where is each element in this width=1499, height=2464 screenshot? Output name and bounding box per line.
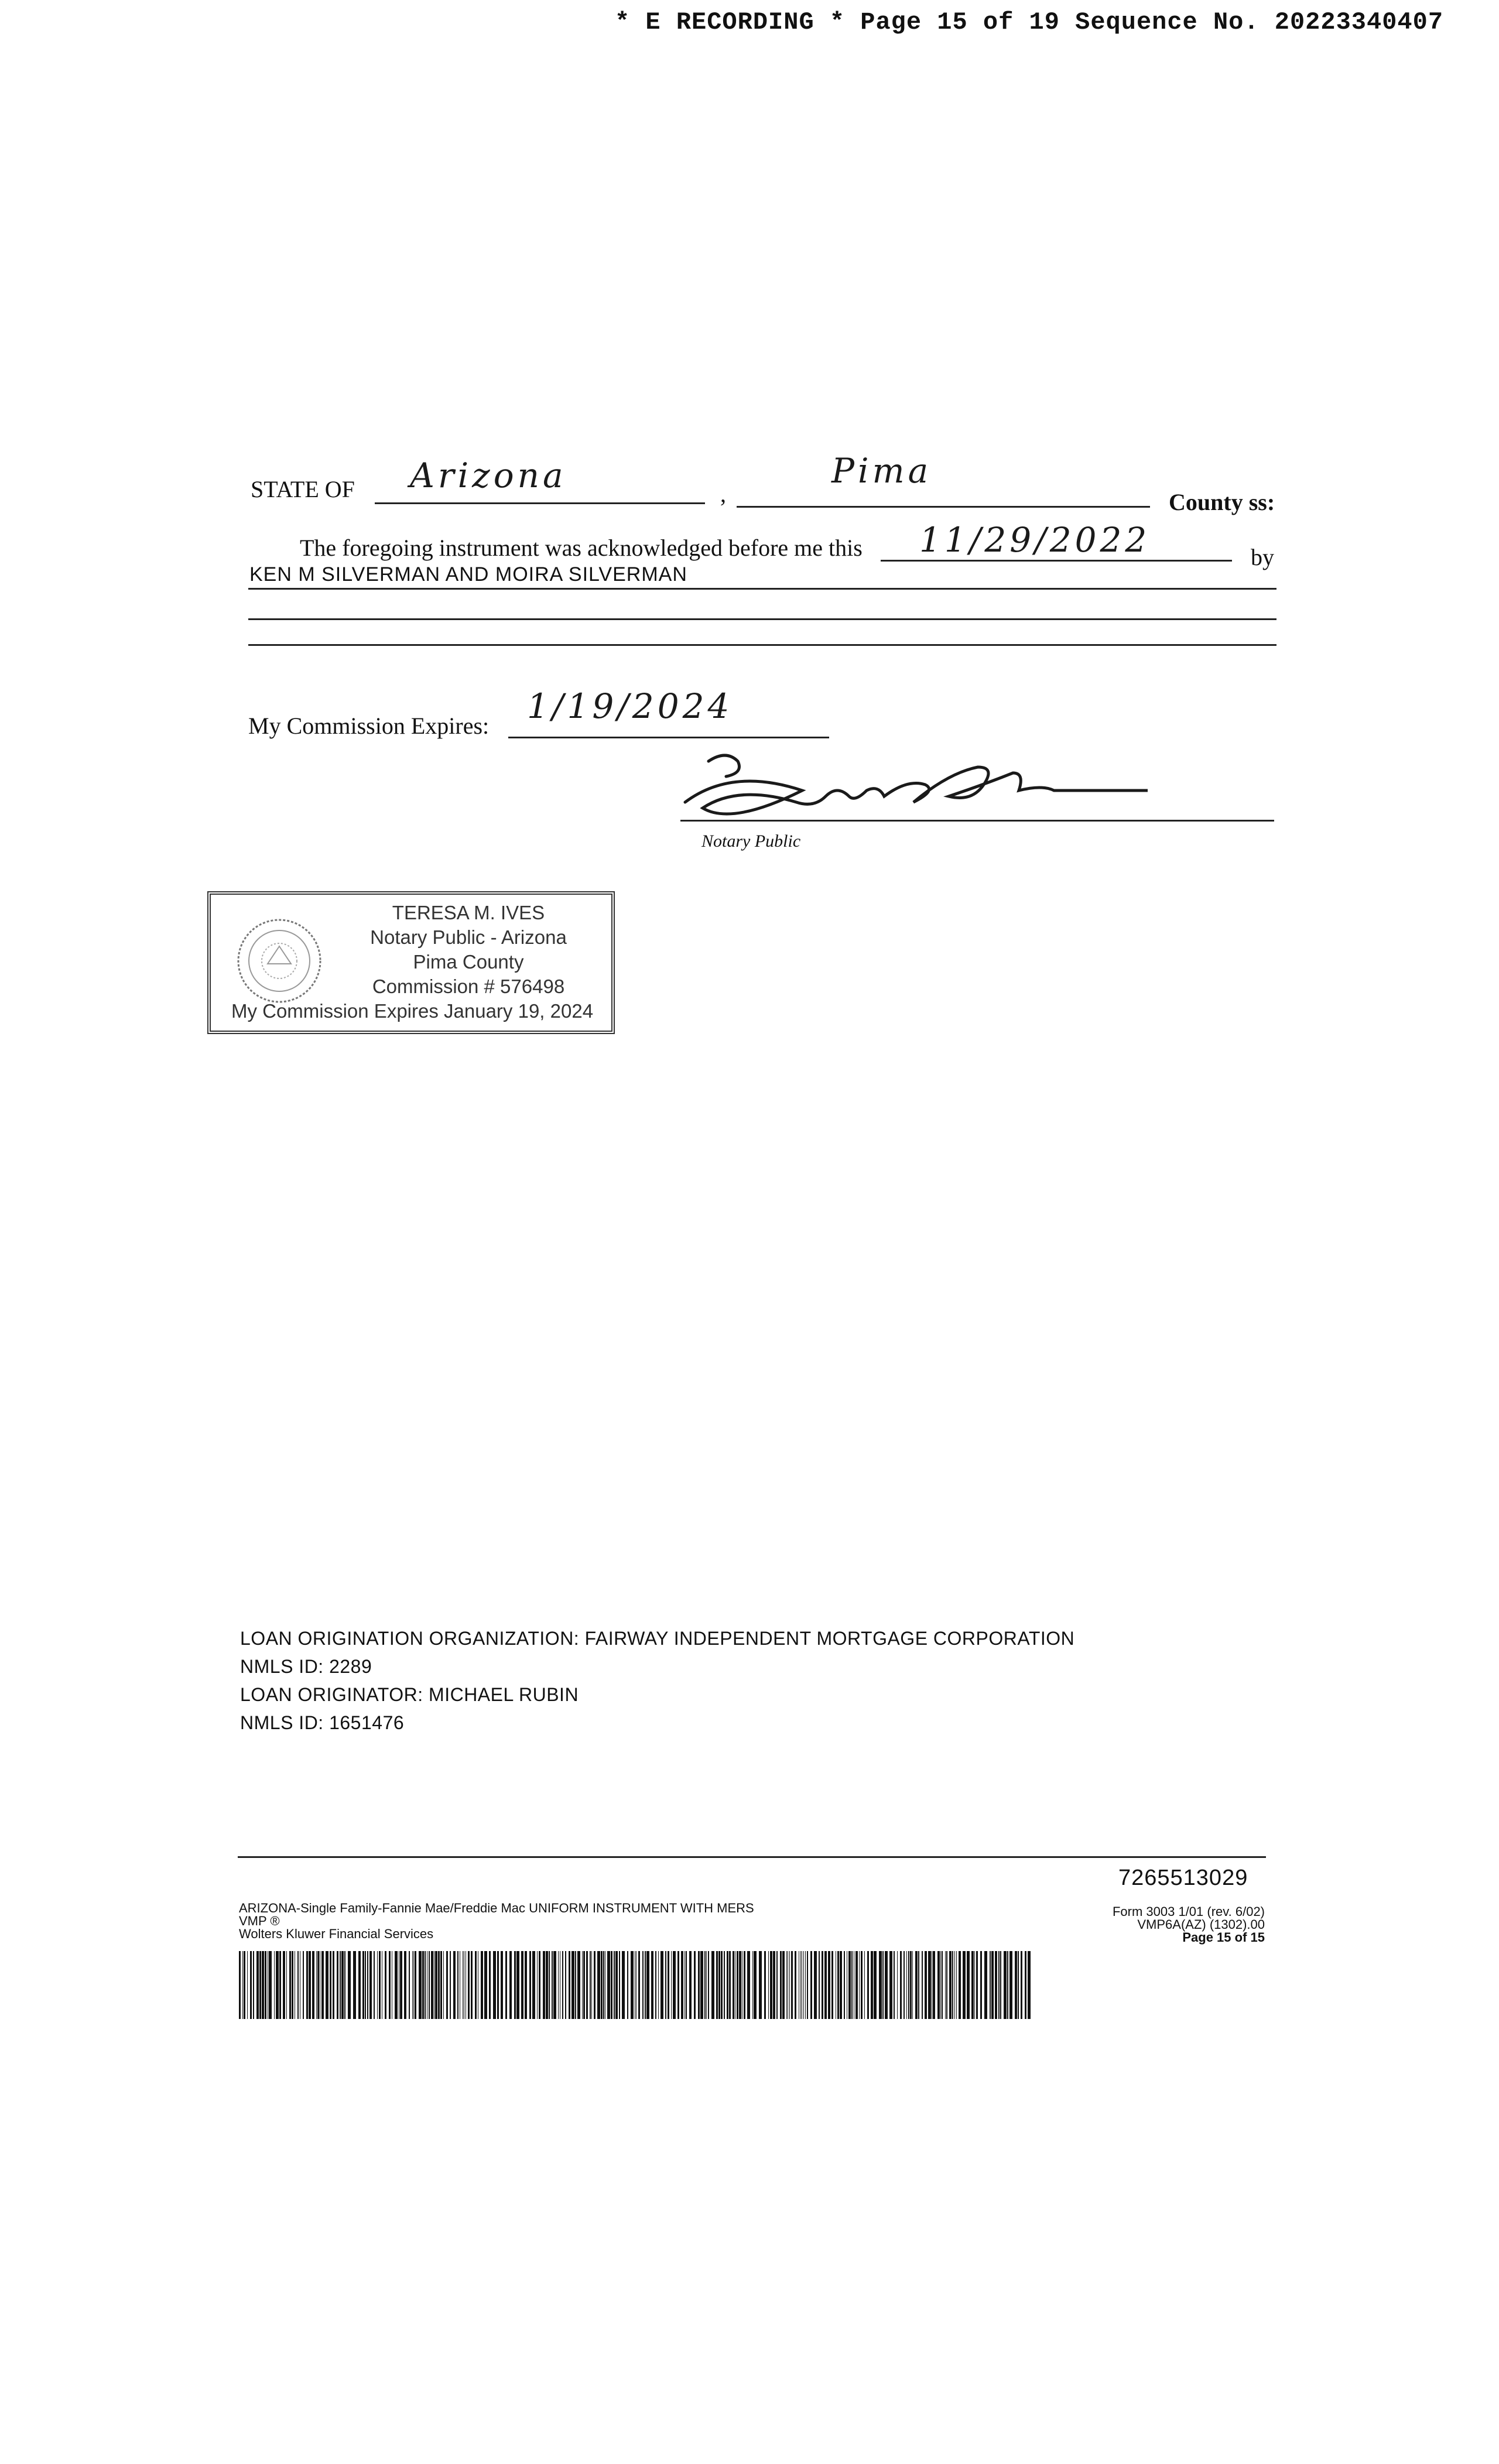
footer-publisher: Wolters Kluwer Financial Services <box>239 1926 434 1941</box>
footer-page-number: Page 15 of 15 <box>1182 1930 1265 1945</box>
notary-signature <box>673 750 1148 826</box>
stamp-name: TERESA M. IVES <box>392 902 545 923</box>
stamp-county: Pima County <box>413 951 524 973</box>
signers-underline-1 <box>248 588 1276 590</box>
commission-label: My Commission Expires: <box>248 713 490 739</box>
footer-vmp-code: VMP6A(AZ) (1302).00 <box>1137 1917 1265 1932</box>
date-underline <box>881 560 1232 562</box>
county-handwritten: Pima <box>831 451 932 491</box>
notary-signature-line <box>680 820 1274 822</box>
stamp-commission-number: Commission # 576498 <box>372 976 565 997</box>
county-ss-label: County ss: <box>1169 489 1275 515</box>
notary-public-label: Notary Public <box>701 831 801 851</box>
comma: , <box>720 481 726 507</box>
loan-number: 7265513029 <box>1118 1866 1248 1890</box>
loan-originator: LOAN ORIGINATOR: MICHAEL RUBIN <box>240 1684 579 1705</box>
commission-underline <box>508 737 829 738</box>
footer-vmp: VMP ® <box>239 1914 280 1928</box>
signers-underline-2 <box>248 618 1276 620</box>
barcode <box>239 1951 1033 2019</box>
state-label: STATE OF <box>251 476 355 502</box>
by-label: by <box>1251 544 1274 570</box>
footer-form-number: Form 3003 1/01 (rev. 6/02) <box>1112 1904 1265 1919</box>
originator-nmls-id: NMLS ID: 1651476 <box>240 1712 405 1733</box>
signers-underline-3 <box>248 644 1276 646</box>
state-seal-icon <box>235 917 323 1005</box>
footer-form-title: ARIZONA-Single Family-Fannie Mae/Freddie Mac UNIFORM INSTRUMENT WITH MERS <box>239 1901 754 1915</box>
acknowledged-text: The foregoing instrument was acknowledged before me this <box>300 535 863 561</box>
county-underline <box>737 506 1150 508</box>
state-handwritten: Arizona <box>410 456 567 495</box>
date-handwritten: 11/29/2022 <box>919 520 1151 560</box>
loan-origination-organization: LOAN ORIGINATION ORGANIZATION: FAIRWAY INDEPENDENT MORTGAGE CORPORATION <box>240 1628 1075 1649</box>
stamp-title: Notary Public - Arizona <box>370 926 567 948</box>
footer-rule <box>238 1856 1266 1858</box>
signers-names: KEN M SILVERMAN AND MOIRA SILVERMAN <box>249 563 687 586</box>
notary-stamp <box>207 891 615 1034</box>
commission-handwritten: 1/19/2024 <box>527 686 733 726</box>
recording-header: * E RECORDING * Page 15 of 19 Sequence No. 20223340407 <box>615 8 1444 36</box>
stamp-expiry: My Commission Expires January 19, 2024 <box>231 1000 594 1022</box>
state-underline <box>375 502 705 504</box>
organization-nmls-id: NMLS ID: 2289 <box>240 1656 372 1677</box>
